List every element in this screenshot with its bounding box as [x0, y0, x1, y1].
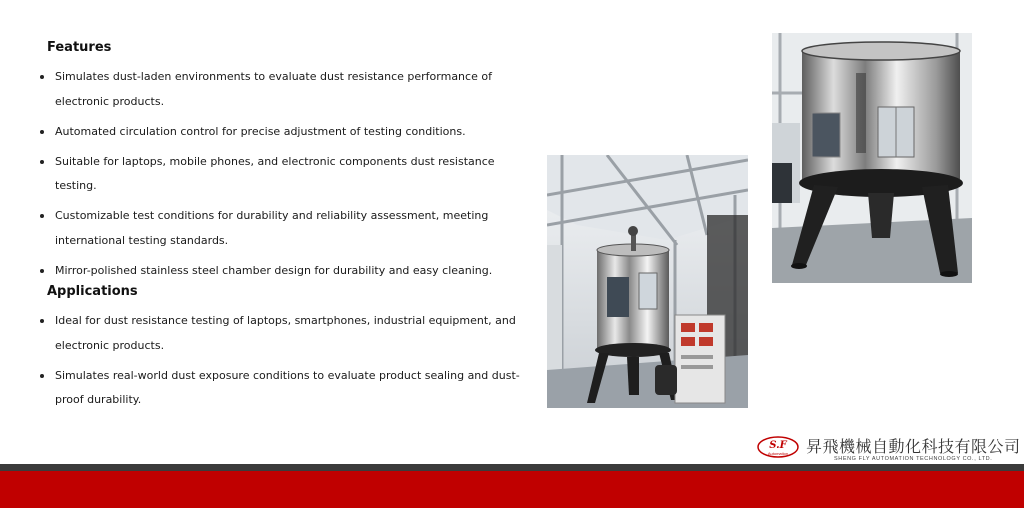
- applications-list: [40, 309, 525, 418]
- feature-text: Customizable test conditions for durability and reliability assessment, meeting international testing standards.: [55, 209, 489, 247]
- application-text: Ideal for dust resistance testing of laptops, smartphones, industrial equipment, and electronic products.: [55, 314, 516, 352]
- company-name-en: SHENG FLY AUTOMATION TECHNOLOGY CO., LTD.: [834, 456, 993, 462]
- feature-text: Simulates dust-laden environments to evaluate dust resistance performance of electronic products.: [55, 70, 492, 108]
- chamber-closeup-photo: [772, 33, 972, 283]
- application-text: Simulates real-world dust exposure conditions to evaluate product sealing and dust-proof durability.: [55, 368, 520, 406]
- list-item: [40, 65, 540, 114]
- feature-text: Suitable for laptops, mobile phones, and electronic components dust resistance testing.: [55, 154, 495, 192]
- list-item: [40, 120, 540, 145]
- chamber-room-photo: [547, 155, 748, 408]
- list-item: [40, 309, 525, 358]
- bullet-icon: [40, 319, 44, 323]
- list-item: [40, 150, 535, 199]
- company-logo: [756, 432, 1022, 464]
- bullet-icon: [40, 269, 44, 273]
- bullet-icon: [40, 75, 44, 79]
- feature-text: Automated circulation control for precise adjustment of testing conditions.: [55, 124, 466, 138]
- company-name-cn: 昇飛機械自動化科技有限公司: [806, 437, 1021, 456]
- logo-mark-subtext: Automation: [767, 451, 789, 456]
- bullet-icon: [40, 374, 44, 378]
- bullet-icon: [40, 160, 44, 164]
- applications-heading: Applications: [47, 284, 138, 299]
- list-item: [40, 204, 490, 253]
- feature-text: Mirror-polished stainless steel chamber design for durability and easy cleaning.: [55, 263, 493, 277]
- bullet-icon: [40, 130, 44, 134]
- footer-red-band: [0, 471, 1024, 508]
- logo-mark-text: S.F: [769, 440, 787, 451]
- list-item: [40, 364, 525, 413]
- sf-logo-icon: [756, 435, 800, 459]
- bullet-icon: [40, 214, 44, 218]
- footer-dark-band: [0, 464, 1024, 471]
- list-item: [40, 259, 540, 284]
- features-list: [40, 65, 540, 289]
- features-heading: Features: [47, 40, 112, 55]
